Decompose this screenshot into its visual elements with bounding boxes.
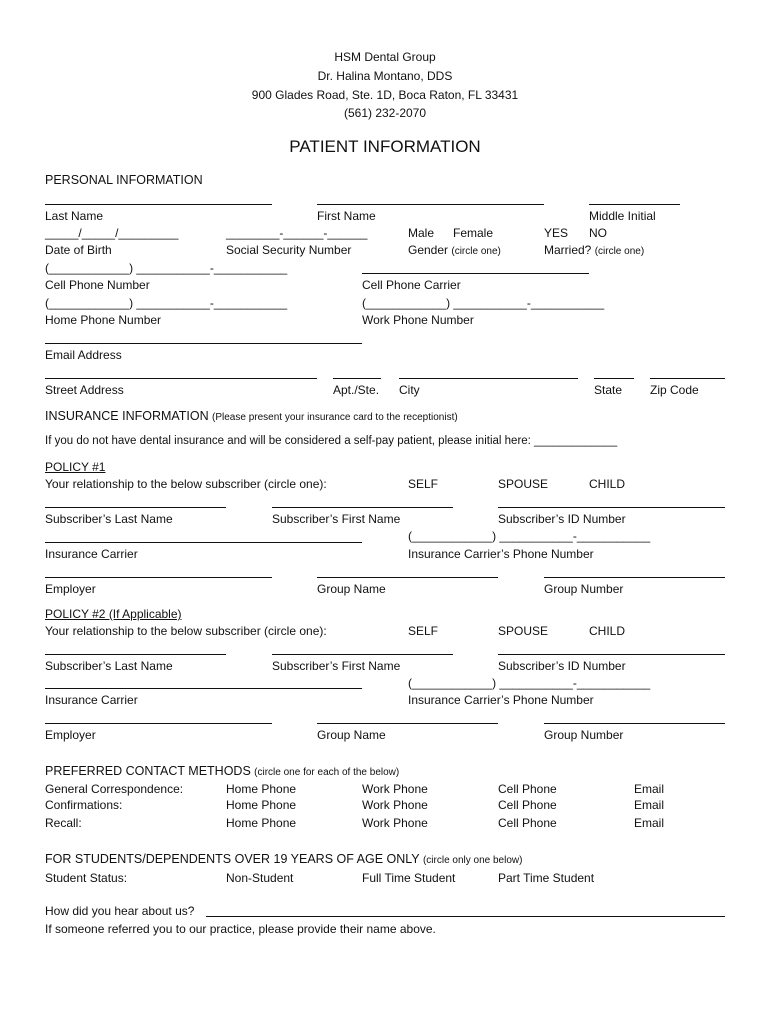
policy1-carrier-field[interactable] (45, 542, 362, 543)
first-name-field[interactable] (317, 204, 544, 205)
policy2-child-option[interactable]: CHILD (589, 624, 626, 638)
general-email-option[interactable]: Email (634, 782, 665, 796)
policy2-group-number-field[interactable] (544, 723, 725, 724)
confirmations-cell-phone-option[interactable]: Cell Phone (498, 798, 557, 812)
full-time-student-option[interactable]: Full Time Student (362, 871, 456, 885)
recall-email-option[interactable]: Email (634, 816, 665, 830)
policy1-child-option[interactable]: CHILD (589, 477, 626, 491)
confirmations-email-option[interactable]: Email (634, 798, 665, 812)
contact-row-label: General Correspondence: (45, 782, 184, 796)
policy2-spouse-option[interactable]: SPOUSE (498, 624, 549, 638)
doctor-name: Dr. Halina Montano, DDS (317, 69, 453, 83)
policy1-carrier-phone-field[interactable]: (____________) ___________-___________ (408, 529, 651, 543)
policy2-sub-last-label: Subscriber’s Last Name (45, 659, 173, 673)
state-label: State (594, 383, 623, 397)
policy2-sub-first-label: Subscriber’s First Name (272, 659, 401, 673)
insurance-heading: INSURANCE INFORMATION (Please present your insurance card to the receptionist) (45, 409, 458, 423)
confirmations-work-phone-option[interactable]: Work Phone (362, 798, 428, 812)
policy1-spouse-option[interactable]: SPOUSE (498, 477, 549, 491)
policy1-relationship-label: Your relationship to the below subscriber (circle one): (45, 477, 327, 491)
policy2-carrier-phone-label: Insurance Carrier’s Phone Number (408, 693, 594, 707)
cell-carrier-label: Cell Phone Carrier (362, 278, 461, 292)
zip-label: Zip Code (650, 383, 699, 397)
policy1-sub-id-label: Subscriber’s ID Number (498, 512, 626, 526)
married-yes-option[interactable]: YES (544, 226, 569, 240)
ssn-field[interactable]: ________-______-______ (226, 226, 368, 240)
policy1-sub-id-field[interactable] (498, 507, 725, 508)
recall-home-phone-option[interactable]: Home Phone (226, 816, 297, 830)
confirmations-home-phone-option[interactable]: Home Phone (226, 798, 297, 812)
referral-question: How did you hear about us? (45, 904, 195, 918)
gender-male-option[interactable]: Male (408, 226, 435, 240)
policy1-sub-last-label: Subscriber’s Last Name (45, 512, 173, 526)
email-field[interactable] (45, 343, 362, 344)
middle-initial-label: Middle Initial (589, 209, 656, 223)
married-no-option[interactable]: NO (589, 226, 607, 240)
policy2-carrier-phone-field[interactable]: (____________) ___________-___________ (408, 676, 651, 690)
contact-row-label: Confirmations: (45, 798, 123, 812)
policy2-heading: POLICY #2 (If Applicable) (45, 607, 182, 621)
city-label: City (399, 383, 420, 397)
dob-field[interactable]: _____/_____/_________ (45, 226, 179, 240)
policy1-self-option[interactable]: SELF (408, 477, 439, 491)
policy1-employer-field[interactable] (45, 577, 272, 578)
email-label: Email Address (45, 348, 122, 362)
policy1-group-name-field[interactable] (317, 577, 498, 578)
policy2-relationship-label: Your relationship to the below subscriber (circle one): (45, 624, 327, 638)
general-work-phone-option[interactable]: Work Phone (362, 782, 428, 796)
policy1-group-name-label: Group Name (317, 582, 386, 596)
general-home-phone-option[interactable]: Home Phone (226, 782, 297, 796)
cell-phone-field[interactable]: (____________) ___________-___________ (45, 261, 288, 275)
home-phone-field[interactable]: (____________) ___________-___________ (45, 296, 288, 310)
students-heading: FOR STUDENTS/DEPENDENTS OVER 19 YEARS OF AGE ONLY (circle only one below) (45, 852, 523, 866)
cell-phone-label: Cell Phone Number (45, 278, 150, 292)
referral-note: If someone referred you to our practice, please provide their name above. (45, 922, 436, 936)
work-phone-label: Work Phone Number (362, 313, 474, 327)
practice-name: HSM Dental Group (334, 50, 436, 64)
policy1-carrier-phone-label: Insurance Carrier’s Phone Number (408, 547, 594, 561)
apt-label: Apt./Ste. (333, 383, 380, 397)
policy1-group-number-field[interactable] (544, 577, 725, 578)
street-label: Street Address (45, 383, 124, 397)
recall-work-phone-option[interactable]: Work Phone (362, 816, 428, 830)
general-cell-phone-option[interactable]: Cell Phone (498, 782, 557, 796)
policy2-employer-label: Employer (45, 728, 96, 742)
middle-initial-field[interactable] (589, 204, 680, 205)
non-student-option[interactable]: Non-Student (226, 871, 294, 885)
policy1-employer-label: Employer (45, 582, 96, 596)
referral-field[interactable] (206, 916, 725, 917)
last-name-label: Last Name (45, 209, 104, 223)
practice-address: 900 Glades Road, Ste. 1D, Boca Raton, FL 33431 (251, 88, 519, 102)
practice-phone: (561) 232-2070 (343, 106, 427, 120)
policy1-group-number-label: Group Number (544, 582, 624, 596)
student-status-label: Student Status: (45, 871, 128, 885)
policy1-sub-first-field[interactable] (272, 507, 453, 508)
policy2-group-name-field[interactable] (317, 723, 498, 724)
policy2-sub-id-field[interactable] (498, 654, 725, 655)
policy1-carrier-label: Insurance Carrier (45, 547, 138, 561)
home-phone-label: Home Phone Number (45, 313, 162, 327)
city-field[interactable] (399, 378, 578, 379)
dob-label: Date of Birth (45, 243, 112, 257)
apt-field[interactable] (333, 378, 381, 379)
policy2-self-option[interactable]: SELF (408, 624, 439, 638)
zip-field[interactable] (650, 378, 725, 379)
last-name-field[interactable] (45, 204, 272, 205)
work-phone-field[interactable]: (____________) ___________-___________ (362, 296, 605, 310)
recall-cell-phone-option[interactable]: Cell Phone (498, 816, 557, 830)
policy2-employer-field[interactable] (45, 723, 272, 724)
policy1-sub-last-field[interactable] (45, 507, 226, 508)
street-field[interactable] (45, 378, 317, 379)
state-field[interactable] (594, 378, 634, 379)
first-name-label: First Name (317, 209, 376, 223)
cell-carrier-field[interactable] (362, 273, 589, 274)
form-title: PATIENT INFORMATION (289, 137, 481, 156)
ssn-label: Social Security Number (226, 243, 352, 257)
gender-female-option[interactable]: Female (453, 226, 494, 240)
policy1-heading: POLICY #1 (45, 460, 106, 474)
contact-heading: PREFERRED CONTACT METHODS (circle one for each of the below) (45, 764, 400, 778)
policy2-sub-last-field[interactable] (45, 654, 226, 655)
self-pay-initial-field[interactable]: If you do not have dental insurance and will be considered a self-pay patient, please initial here: _____________ (45, 435, 618, 447)
contact-row-label: Recall: (45, 816, 82, 830)
policy2-sub-first-field[interactable] (272, 654, 453, 655)
personal-heading: PERSONAL INFORMATION (45, 173, 203, 187)
policy2-group-name-label: Group Name (317, 728, 386, 742)
part-time-student-option[interactable]: Part Time Student (498, 871, 595, 885)
policy2-carrier-label: Insurance Carrier (45, 693, 138, 707)
policy1-sub-first-label: Subscriber’s First Name (272, 512, 401, 526)
policy2-sub-id-label: Subscriber’s ID Number (498, 659, 626, 673)
policy2-carrier-field[interactable] (45, 688, 362, 689)
married-label: Married? (circle one) (544, 243, 645, 257)
gender-label: Gender (circle one) (408, 243, 501, 257)
policy2-group-number-label: Group Number (544, 728, 624, 742)
